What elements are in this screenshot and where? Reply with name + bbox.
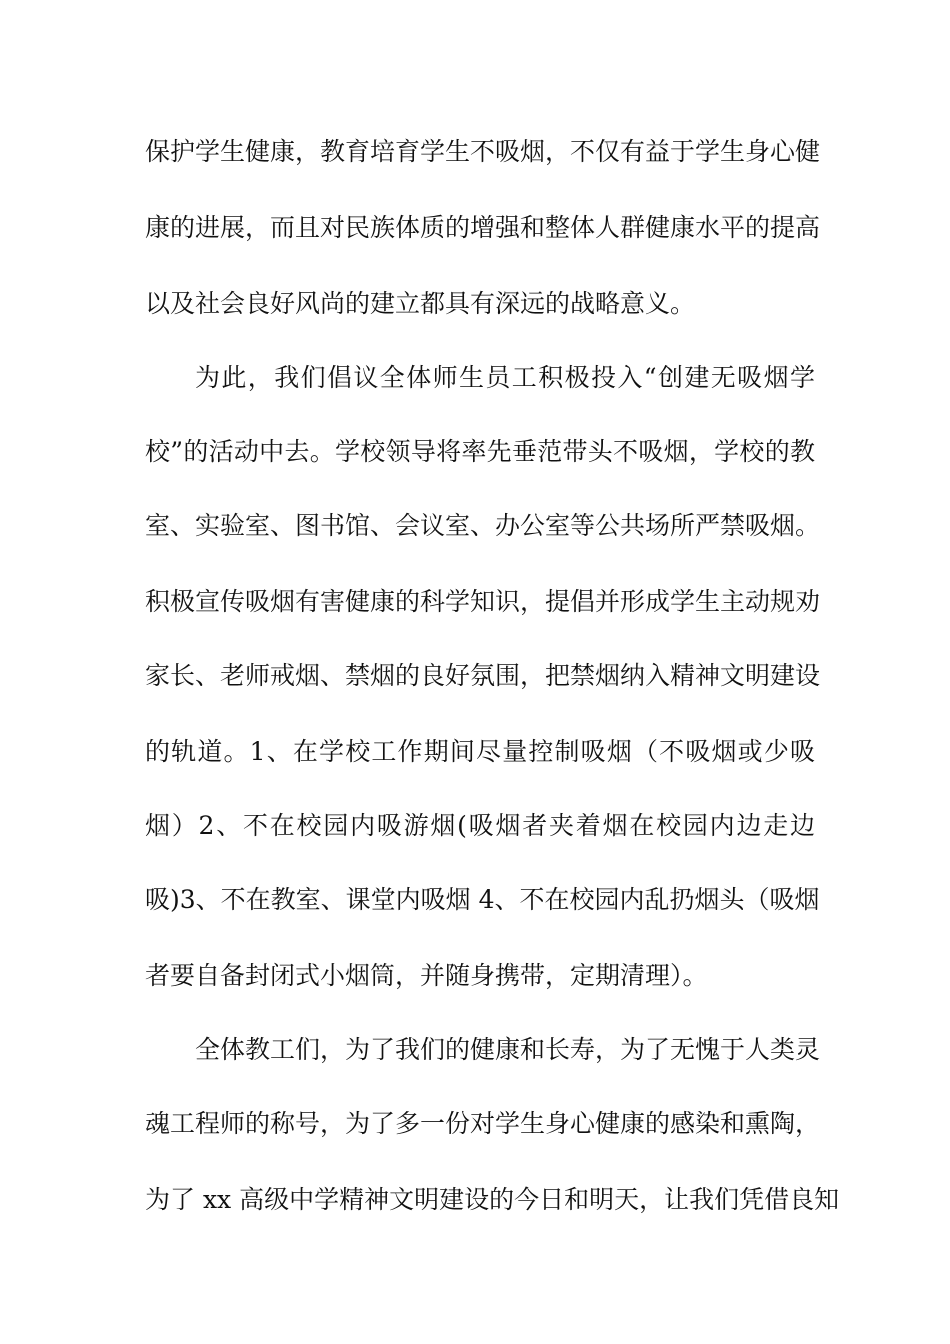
- text-line: 为此，我们倡议全体师生员工积极投入“创建无吸烟学: [195, 363, 815, 392]
- text-line: 的轨道。1、在学校工作期间尽量控制吸烟（不吸烟或少吸: [145, 737, 815, 766]
- text-line: 全体教工们，为了我们的健康和长寿，为了无愧于人类灵: [195, 1035, 821, 1064]
- text-line: 者要自备封闭式小烟筒，并随身携带，定期清理）。: [145, 961, 708, 990]
- text-line: 积极宣传吸烟有害健康的科学知识，提倡并形成学生主动规劝: [145, 587, 821, 616]
- text-line: 以及社会良好风尚的建立都具有深远的战略意义。: [145, 289, 696, 318]
- text-line: 康的进展，而且对民族体质的增强和整体人群健康水平的提高: [145, 213, 821, 242]
- text-line: 室、实验室、图书馆、会议室、办公室等公共场所严禁吸烟。: [145, 511, 821, 540]
- text-line: 家长、老师戒烟、禁烟的良好氛围，把禁烟纳入精神文明建设: [145, 661, 821, 690]
- text-line: 吸)3、不在教室、课堂内吸烟 4、不在校园内乱扔烟头（吸烟: [145, 885, 820, 914]
- text-line: 烟）2、不在校园内吸游烟(吸烟者夹着烟在校园内边走边: [145, 811, 815, 840]
- text-line: 魂工程师的称号，为了多一份对学生身心健康的感染和熏陶，: [145, 1109, 821, 1138]
- text-line: 为了 xx 高级中学精神文明建设的今日和明天，让我们凭借良知: [145, 1185, 840, 1214]
- text-line: 校”的活动中去。学校领导将率先垂范带头不吸烟，学校的教: [145, 437, 815, 466]
- text-line: 保护学生健康，教育培育学生不吸烟，不仅有益于学生身心健: [145, 137, 821, 166]
